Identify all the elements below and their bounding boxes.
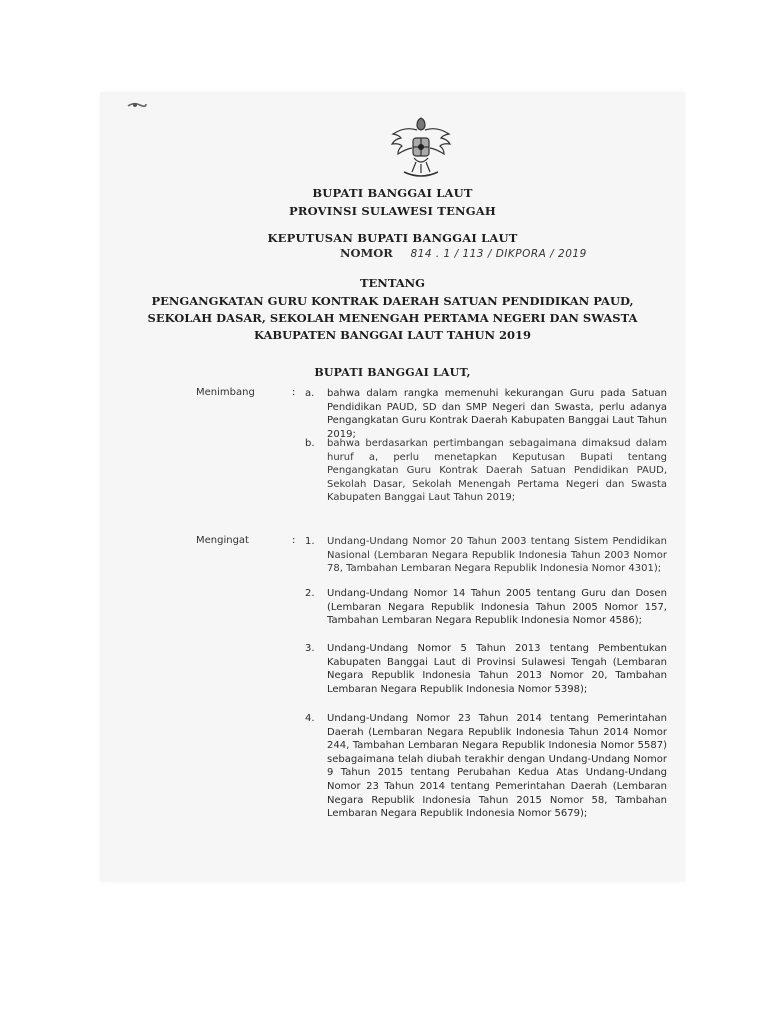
item-text: Undang-Undang Nomor 20 Tahun 2003 tentang Sistem Pendidikan Nasional (Lembaran Negara Republik Indonesia Tahun 2003 Nomor 78, Tambahan Lembaran Negara Republik Indonesia Nomor 4301); <box>327 536 667 575</box>
header-line-1: BUPATI BANGGAI LAUT <box>312 186 473 200</box>
menimbang-item-b <box>305 437 667 505</box>
item-text: Undang-Undang Nomor 23 Tahun 2014 tentang Pemerintahan Daerah (Lembaran Negara Republik Indonesia Tahun 2014 Nomor 244, Tambahan Lembaran Negara Republik Indonesia Nomor 5587) sebagaimana telah diubah terakhir dengan Undang-Undang Nomor 9 Tahun 2015 tentang Perubahan Kedua Atas Undang-Undang Nomor 23 Tahun 2014 tentang Pemerintahan Daerah (Lembaran Negara Republik Indonesia Tahun 2015 Nomor 58, Tambahan Lembaran Negara Republik Indonesia Nomor 5679); <box>327 713 667 820</box>
decree-number <box>340 246 587 260</box>
nomor-label: NOMOR <box>340 246 393 260</box>
ink-smudge <box>126 100 148 110</box>
tentang-heading: TENTANG <box>359 276 426 290</box>
mengingat-item-4 <box>305 712 667 821</box>
item-marker: 3. <box>305 643 315 654</box>
item-marker: 2. <box>305 588 315 599</box>
item-marker: b. <box>305 438 315 449</box>
mengingat-label: Mengingat <box>196 535 249 546</box>
header-line-2: PROVINSI SULAWESI TENGAH <box>289 204 496 218</box>
mengingat-colon: : <box>292 535 296 546</box>
item-text: bahwa dalam rangka memenuhi kekurangan Guru pada Satuan Pendidikan PAUD, SD dan SMP Negeri dan Swasta, perlu adanya Pengangkatan Guru Kontrak Daerah Kabupaten Banggai Laut Tahun 2019; <box>327 388 667 440</box>
menimbang-colon: : <box>292 387 296 398</box>
garuda-emblem-icon <box>388 112 454 182</box>
subject-line-2: SEKOLAH DASAR, SEKOLAH MENENGAH PERTAMA NEGERI DAN SWASTA <box>147 311 638 325</box>
subject-line-3: KABUPATEN BANGGAI LAUT TAHUN 2019 <box>253 328 532 342</box>
item-text: bahwa berdasarkan pertimbangan sebagaimana dimaksud dalam huruf a, perlu menetapkan Keputusan Bupati tentang Pengangkatan Guru Kontrak Daerah Satuan Pendidikan PAUD, Sekolah Dasar, Sekolah Menengah Pertama Negeri dan Swasta Kabupaten Banggai Laut Tahun 2019; <box>327 438 667 504</box>
mengingat-item-2 <box>305 587 667 628</box>
decree-title: KEPUTUSAN BUPATI BANGGAI LAUT <box>267 231 518 245</box>
menimbang-label: Menimbang <box>196 387 255 398</box>
item-marker: 4. <box>305 713 315 724</box>
item-marker: 1. <box>305 536 315 547</box>
subject-line-1: PENGANGKATAN GURU KONTRAK DAERAH SATUAN PENDIDIKAN PAUD, <box>151 294 634 308</box>
menimbang-item-a <box>305 387 667 441</box>
mengingat-item-3 <box>305 642 667 696</box>
authority-heading: BUPATI BANGGAI LAUT, <box>314 366 471 379</box>
item-text: Undang-Undang Nomor 5 Tahun 2013 tentang Pembentukan Kabupaten Banggai Laut di Provinsi Sulawesi Tengah (Lembaran Negara Republik Indonesia Tahun 2013 Nomor 20, Tambahan Lembaran Negara Republik Indonesia Nomor 5398); <box>327 643 667 695</box>
nomor-handwritten-value: 814 . 1 / 113 / DIKPORA / 2019 <box>410 248 587 260</box>
item-marker: a. <box>305 388 315 399</box>
item-text: Undang-Undang Nomor 14 Tahun 2005 tentang Guru dan Dosen (Lembaran Negara Republik Indonesia Tahun 2005 Nomor 157, Tambahan Lembaran Negara Republik Indonesia Nomor 4586); <box>327 588 667 627</box>
mengingat-item-1 <box>305 535 667 576</box>
